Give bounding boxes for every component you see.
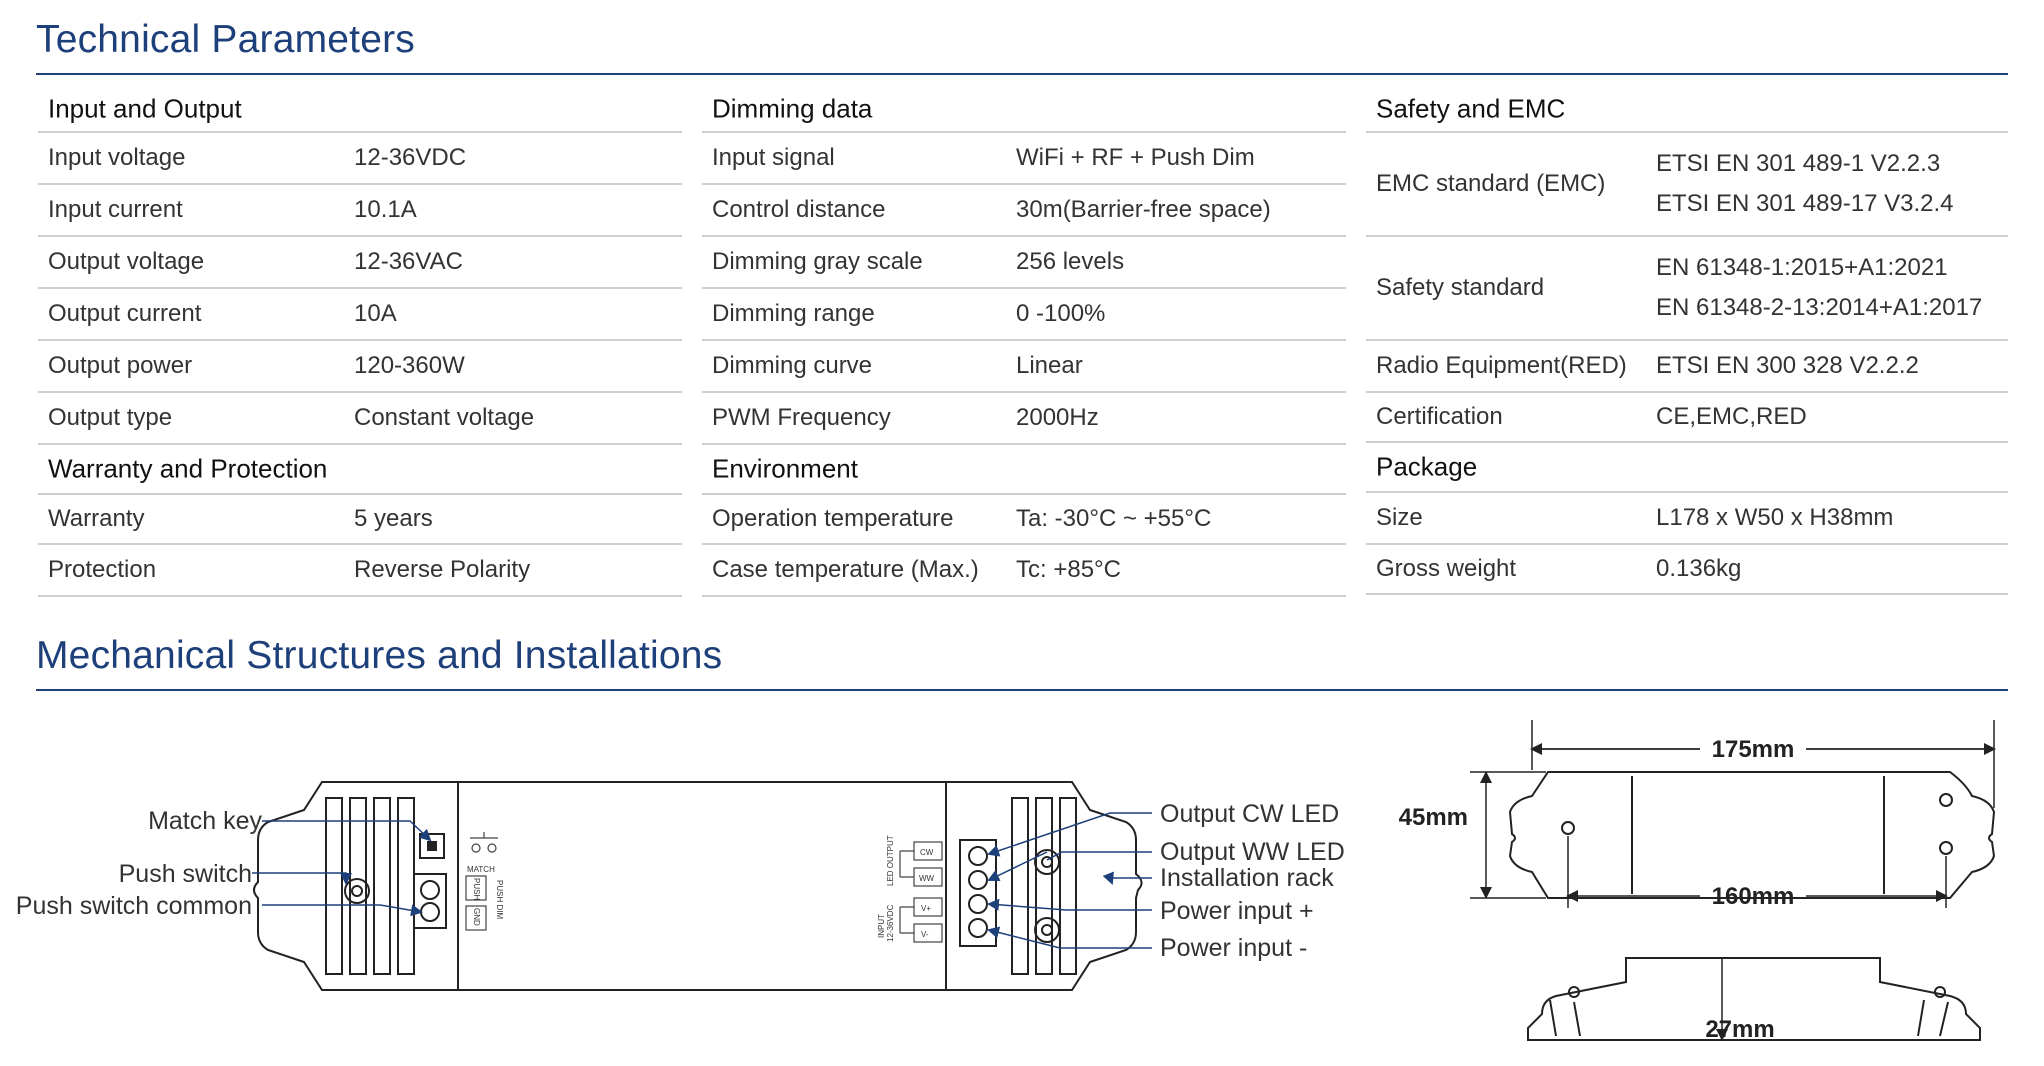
table-row xyxy=(1366,133,2008,237)
board-markings xyxy=(466,832,942,942)
dimension-lines xyxy=(1470,720,1994,1039)
param-value-line: Linear xyxy=(1016,352,1083,379)
match-label: MATCH xyxy=(467,865,495,874)
table-row xyxy=(1366,393,2008,443)
parameter-column xyxy=(38,87,682,597)
param-label: Control distance xyxy=(712,196,886,223)
callout-power-input-plus: Power input + xyxy=(1160,897,1314,925)
param-value xyxy=(1016,499,1211,539)
param-value-line: Tc: +85°C xyxy=(1016,556,1121,583)
section-divider xyxy=(36,73,2008,75)
param-value-line: EN 61348-2-13:2014+A1:2017 xyxy=(1656,294,1983,321)
table-row xyxy=(702,133,1346,185)
section-divider xyxy=(36,689,2008,691)
callout-push-switch-common: Push switch common xyxy=(15,892,252,920)
group-title: Environment xyxy=(712,453,858,484)
param-label: Dimming range xyxy=(712,300,875,327)
param-value-line: Reverse Polarity xyxy=(354,556,531,583)
table-row xyxy=(702,545,1346,597)
param-value-line: WiFi + RF + Push Dim xyxy=(1016,144,1255,171)
table-group-header xyxy=(38,445,682,495)
callout-lines xyxy=(252,813,1152,948)
param-value-line: 10.1A xyxy=(354,196,417,223)
param-value xyxy=(1016,190,1271,230)
param-value-line: 120-360W xyxy=(354,352,465,379)
param-label: Radio Equipment(RED) xyxy=(1376,352,1627,379)
param-label: Size xyxy=(1376,504,1423,531)
param-value-line: ETSI EN 301 489-17 V3.2.4 xyxy=(1656,190,1954,217)
match-key-button xyxy=(427,841,437,851)
parameter-column xyxy=(702,87,1346,597)
param-value xyxy=(1016,294,1105,334)
param-value xyxy=(1656,144,1954,224)
param-value xyxy=(1656,498,1893,538)
param-value xyxy=(1016,550,1121,590)
table-row xyxy=(38,133,682,185)
section-title-mechanical: Mechanical Structures and Installations xyxy=(36,634,723,677)
param-value-line: L178 x W50 x H38mm xyxy=(1656,504,1894,531)
table-row xyxy=(702,237,1346,289)
table-row xyxy=(38,289,682,341)
input-label: INPUT xyxy=(877,914,886,938)
param-label: Case temperature (Max.) xyxy=(712,556,979,583)
group-title: Warranty and Protection xyxy=(48,453,328,484)
callout-output-cw-led: Output CW LED xyxy=(1160,800,1340,828)
callout-power-input-minus: Power input - xyxy=(1160,934,1308,962)
table-row xyxy=(1366,341,2008,393)
param-label: PWM Frequency xyxy=(712,404,891,431)
table-row xyxy=(38,185,682,237)
param-label: Dimming curve xyxy=(712,352,873,379)
param-value-line: ETSI EN 301 489-1 V2.2.3 xyxy=(1656,150,1941,177)
param-value xyxy=(1016,242,1124,282)
dimension-length: 175mm xyxy=(1711,736,1795,763)
group-title: Package xyxy=(1376,451,1478,482)
dimension-height: 27mm xyxy=(1705,1016,1775,1043)
table-row xyxy=(702,185,1346,237)
push-label: PUSH xyxy=(472,878,481,901)
table-row xyxy=(1366,237,2008,341)
param-label: Input voltage xyxy=(48,144,186,171)
table-group-header xyxy=(1366,87,2008,133)
callout-installation-rack: Installation rack xyxy=(1160,864,1334,892)
param-label: Warranty xyxy=(48,505,145,532)
param-value-line: 12-36VDC xyxy=(354,144,467,171)
table-row xyxy=(702,495,1346,545)
table-row xyxy=(702,341,1346,393)
param-value xyxy=(354,398,534,438)
callout-output-ww-led: Output WW LED xyxy=(1160,838,1345,866)
param-label: Protection xyxy=(48,556,157,583)
gnd-label: GND xyxy=(472,908,481,926)
param-value-line: 0 -100% xyxy=(1016,300,1106,327)
table-row xyxy=(38,545,682,597)
param-label: Input current xyxy=(48,196,183,223)
ww-label: WW xyxy=(919,874,935,883)
param-value xyxy=(1656,346,1919,386)
dimension-width: 45mm xyxy=(1398,804,1468,831)
vminus-label: V- xyxy=(921,930,929,939)
table-row xyxy=(38,495,682,545)
table-group-header xyxy=(702,445,1346,495)
group-title: Safety and EMC xyxy=(1376,93,1566,124)
param-value-line: CE,EMC,RED xyxy=(1656,403,1807,430)
param-value xyxy=(1656,248,1982,328)
param-value-line: ETSI EN 300 328 V2.2.2 xyxy=(1656,352,1919,379)
table-row xyxy=(38,393,682,445)
mechanical-diagram xyxy=(0,700,2044,1066)
param-value xyxy=(1016,398,1099,438)
table-group-header xyxy=(702,87,1346,133)
param-label: Gross weight xyxy=(1376,555,1517,582)
dimension-hole-spacing: 160mm xyxy=(1711,883,1795,910)
table-row xyxy=(38,341,682,393)
param-label: Output type xyxy=(48,404,173,431)
param-value-line: 10A xyxy=(354,300,397,327)
param-value-line: EN 61348-1:2015+A1:2021 xyxy=(1656,254,1948,281)
param-value-line: 256 levels xyxy=(1016,248,1125,275)
param-value-line: Ta: -30°C ~ +55°C xyxy=(1016,505,1212,532)
param-label: Certification xyxy=(1376,403,1503,430)
param-value-line: 5 years xyxy=(354,505,433,532)
param-value xyxy=(354,294,397,334)
param-label: EMC standard (EMC) xyxy=(1376,170,1606,197)
param-label: Operation temperature xyxy=(712,505,954,532)
param-label: Dimming gray scale xyxy=(712,248,923,275)
led-output-label: LED OUTPUT xyxy=(886,835,895,886)
param-value xyxy=(354,550,530,590)
table-row xyxy=(702,393,1346,445)
param-value xyxy=(354,138,466,178)
cw-label: CW xyxy=(920,848,934,857)
table-row xyxy=(702,289,1346,341)
push-dim-label: PUSH DIM xyxy=(495,880,504,920)
callout-match-key: Match key xyxy=(148,807,262,835)
group-title: Dimming data xyxy=(712,93,873,124)
callout-push-switch: Push switch xyxy=(118,860,252,888)
table-row xyxy=(1366,545,2008,595)
param-value xyxy=(1656,549,1741,589)
table-group-header xyxy=(1366,443,2008,493)
param-value xyxy=(1016,138,1255,178)
param-label: Input signal xyxy=(712,144,835,171)
param-value xyxy=(354,499,433,539)
param-label: Output voltage xyxy=(48,248,205,275)
param-value xyxy=(354,346,465,386)
param-value xyxy=(354,242,463,282)
controller-top-view xyxy=(254,782,1142,990)
section-title-technical: Technical Parameters xyxy=(36,18,415,61)
param-value-line: 30m(Barrier-free space) xyxy=(1016,196,1271,223)
table-group-header xyxy=(38,87,682,133)
param-value xyxy=(1016,346,1083,386)
vplus-label: V+ xyxy=(921,904,932,913)
table-row xyxy=(1366,493,2008,545)
dimension-top-view xyxy=(1510,772,1994,898)
param-value-line: 2000Hz xyxy=(1016,404,1099,431)
table-row xyxy=(38,237,682,289)
param-label: Output current xyxy=(48,300,202,327)
group-title: Input and Output xyxy=(48,93,242,124)
param-value-line: 12-36VAC xyxy=(354,248,463,275)
param-value-line: 0.136kg xyxy=(1656,555,1742,582)
param-value-line: Constant voltage xyxy=(354,404,535,431)
param-value xyxy=(1656,397,1807,437)
param-value xyxy=(354,190,417,230)
input-range-label: 12-36VDC xyxy=(886,904,895,942)
param-label: Output power xyxy=(48,352,193,379)
parameter-column xyxy=(1366,87,2008,595)
param-label: Safety standard xyxy=(1376,274,1545,301)
